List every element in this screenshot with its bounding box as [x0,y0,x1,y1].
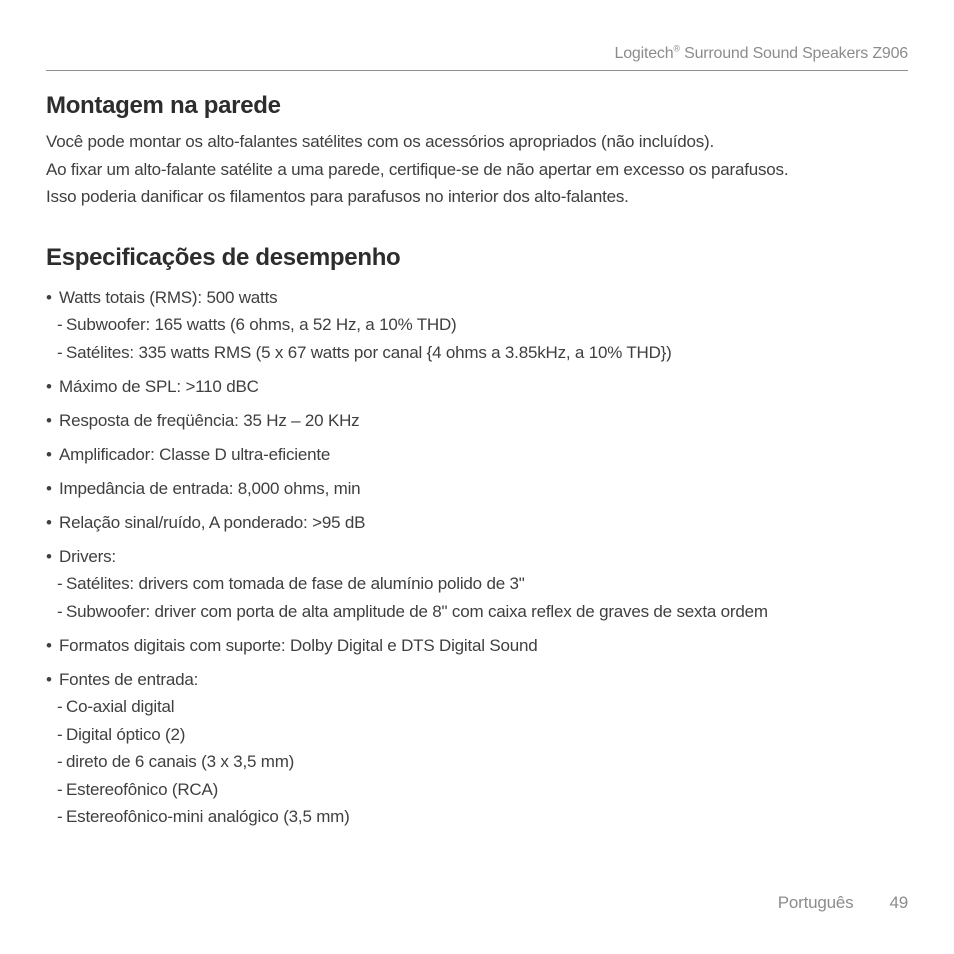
footer-language-label: Português [777,893,854,912]
spec-bullet-item [46,632,908,660]
spec-text: Co-axial digital [66,697,175,716]
spec-text: Fontes de entrada: [59,669,199,689]
spec-bullet-item [46,284,908,312]
spec-sub-item [46,803,908,831]
spec-bullet-item [46,666,908,694]
bullet-marker: • [46,546,52,566]
dash-marker: - [57,807,63,826]
spec-sub-item [46,776,908,804]
paragraph-line: Isso poderia danificar os filamentos para parafusos no interior dos alto-falantes. [46,187,629,206]
spec-text: Digital óptico (2) [66,724,186,744]
dash-marker: - [57,574,63,593]
page-header [46,44,908,71]
spec-text: direto de 6 canais (3 x 3,5 mm) [66,752,295,771]
dash-marker: - [57,752,63,771]
spec-text: Drivers: [59,546,116,566]
spec-sub-item [46,598,908,626]
bullet-marker: • [46,669,52,689]
spec-text: Watts totais (RMS): 500 watts [59,287,278,307]
dash-marker: - [57,315,63,334]
spec-text: Subwoofer: driver com porta de alta amplitude de 8" com caixa reflex de graves de sexta ordem [66,601,768,621]
footer-page-number: 49 [889,893,908,912]
bullet-marker: • [46,478,52,498]
spec-sub-item [46,748,908,776]
spec-text: Resposta de freqüência: 35 Hz – 20 KHz [59,410,360,430]
bullet-marker: • [46,444,52,464]
dash-marker: - [57,724,63,744]
spec-bullet-item [46,407,908,435]
spec-text: Amplificador: Classe D ultra-eficiente [59,444,331,464]
section-title-wall-mount: Montagem na parede [46,92,281,119]
spec-sub-item [46,570,908,598]
section-title-specs: Especificações de desempenho [46,243,401,271]
spec-bullet-item [46,441,908,469]
spec-sub-item [46,693,908,721]
spec-text: Impedância de entrada: 8,000 ohms, min [59,478,361,498]
bullet-marker: • [46,287,52,307]
spec-text: Estereofônico-mini analógico (3,5 mm) [66,807,350,826]
bullet-marker: • [46,512,52,532]
registered-trademark-symbol: ® [673,43,680,54]
bullet-marker: • [46,410,52,430]
dash-marker: - [57,342,63,362]
paragraph-line: Você pode montar os alto-falantes satélites com os acessórios apropriados (não incluídos). [46,132,715,151]
bullet-marker: • [46,376,52,396]
spec-text: Máximo de SPL: >110 dBC [59,376,259,396]
bullet-marker: • [46,635,52,655]
header-product-name: Surround Sound Speakers Z906 [679,45,908,62]
wall-mount-paragraph [46,128,908,211]
spec-sub-item [46,339,908,367]
specs-list [46,284,908,831]
spec-text: Satélites: drivers com tomada de fase de alumínio polido de 3" [66,574,525,593]
spec-sub-item [46,311,908,339]
spec-bullet-item [46,373,908,401]
page-footer [778,893,908,913]
dash-marker: - [57,697,63,716]
spec-bullet-item [46,543,908,571]
spec-sub-item [46,721,908,749]
dash-marker: - [57,601,63,621]
dash-marker: - [57,779,63,799]
spec-text: Estereofônico (RCA) [66,779,219,799]
spec-bullet-item [46,475,908,503]
spec-bullet-item [46,509,908,537]
header-brand: Logitech [614,45,674,62]
spec-text: Relação sinal/ruído, A ponderado: >95 dB [59,512,366,532]
paragraph-line: Ao fixar um alto-falante satélite a uma parede, certifique-se de não apertar em excesso os parafusos. [46,159,789,179]
spec-text: Satélites: 335 watts RMS (5 x 67 watts por canal {4 ohms a 3.85kHz, a 10% THD}) [66,342,672,362]
spec-text: Formatos digitais com suporte: Dolby Digital e DTS Digital Sound [59,635,538,655]
page-content [46,92,908,831]
spec-text: Subwoofer: 165 watts (6 ohms, a 52 Hz, a 10% THD) [66,315,457,334]
